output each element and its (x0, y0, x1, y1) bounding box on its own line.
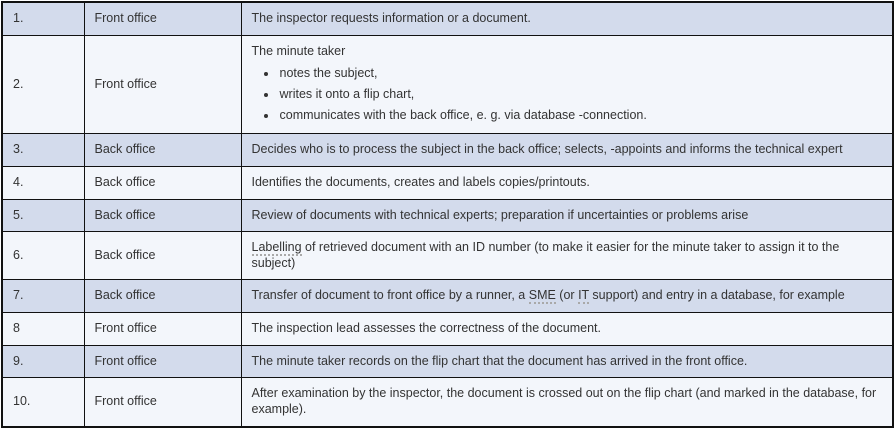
description-text: (or (555, 288, 579, 303)
table-row (2, 199, 893, 232)
bullet-item: • communicates with the back office, e. g. via database -connection. (278, 108, 884, 123)
office-cell: Back office (84, 199, 241, 232)
table-row (2, 313, 893, 346)
step-number-cell: 4. (2, 166, 84, 199)
office-cell: Back office (84, 166, 241, 199)
description-text: support) and entry in a database, for example (588, 288, 845, 303)
description-cell (241, 134, 893, 167)
office-cell: Back office (84, 232, 241, 280)
table-row (2, 345, 893, 378)
abbr-term: SME (528, 288, 556, 303)
office-cell: Front office (84, 2, 241, 35)
step-number-cell: 9. (2, 345, 84, 378)
table-row (2, 378, 893, 427)
step-number-cell: 2. (2, 35, 84, 134)
description-text: Decides who is to process the subject in the back office; selects, -appoints and informs the technical expert (251, 142, 843, 157)
office-cell: Front office (84, 313, 241, 346)
step-number-cell: 6. (2, 232, 84, 280)
office-cell: Front office (84, 378, 241, 427)
description-bullet-list (252, 66, 884, 123)
description-text: of retrieved document with an ID number (to make it easier for the minute taker to assign it to the subject) (251, 240, 840, 270)
office-cell: Front office (84, 35, 241, 134)
step-number-cell: 8 (2, 313, 84, 346)
description-text: Identifies the documents, creates and labels copies/printouts. (251, 174, 590, 189)
description-intro: The minute taker (251, 43, 346, 58)
table-row (2, 280, 893, 313)
description-text: Review of documents with technical experts; preparation if uncertainties or problems arise (251, 207, 749, 222)
description-text: The minute taker records on the flip chart that the document has arrived in the front office. (251, 353, 748, 368)
step-number-cell: 5. (2, 199, 84, 232)
table-row (2, 134, 893, 167)
description-text: Transfer of document to front office by a runner, a (251, 288, 529, 303)
description-text: After examination by the inspector, the document is crossed out on the flip chart (and marked in the database, for example). (251, 386, 877, 416)
description-cell (241, 199, 893, 232)
description-cell (241, 2, 893, 35)
table-row (2, 35, 893, 134)
table-row (2, 166, 893, 199)
table-row (2, 2, 893, 35)
abbr-term: IT (578, 288, 589, 303)
office-cell: Back office (84, 134, 241, 167)
process-table-body (2, 2, 893, 427)
process-steps-table (1, 1, 894, 428)
description-text: The inspection lead assesses the correctness of the document. (251, 321, 601, 335)
office-cell: Back office (84, 280, 241, 313)
description-cell (241, 166, 893, 199)
office-cell: Front office (84, 345, 241, 378)
description-cell (241, 280, 893, 313)
bullet-item: • writes it onto a flip chart, (278, 87, 884, 102)
step-number-cell: 3. (2, 134, 84, 167)
step-number-cell: 7. (2, 280, 84, 313)
abbr-term: Labelling (251, 240, 302, 255)
description-cell (241, 35, 893, 134)
step-number-cell: 1. (2, 2, 84, 35)
description-text: The inspector requests information or a document. (251, 11, 531, 25)
description-cell (241, 378, 893, 427)
description-cell (241, 345, 893, 378)
bullet-item: • notes the subject, (278, 66, 884, 81)
table-row (2, 232, 893, 280)
description-cell (241, 313, 893, 346)
step-number-cell: 10. (2, 378, 84, 427)
description-cell (241, 232, 893, 280)
